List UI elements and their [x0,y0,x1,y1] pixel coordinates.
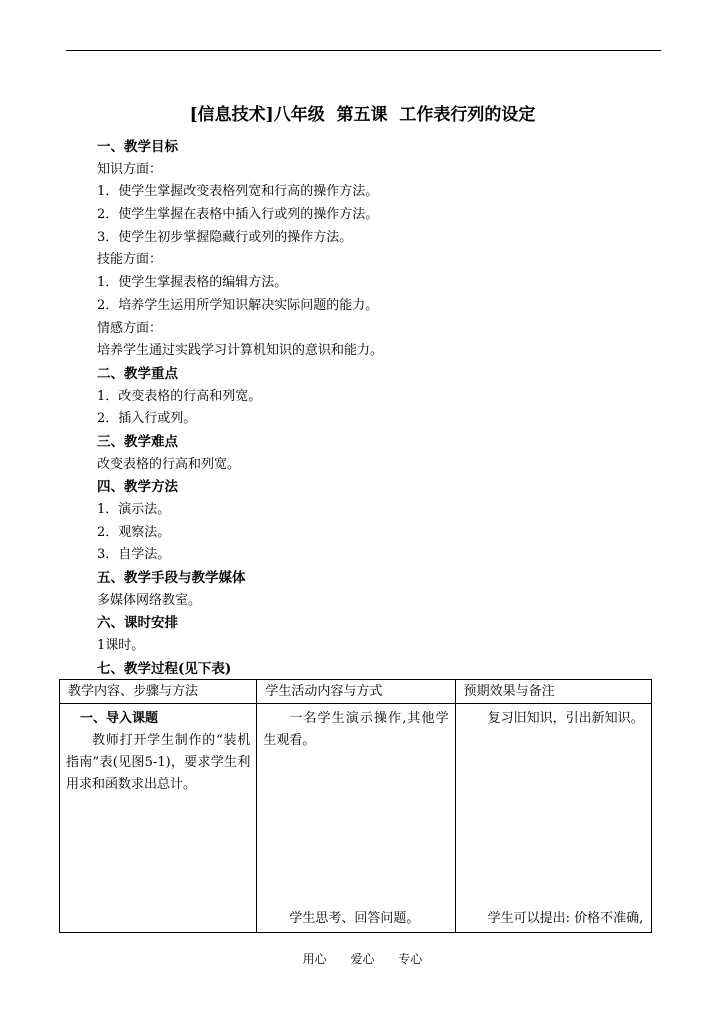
table-header-cell: 教学内容、步骤与方法 [60,680,257,704]
document-title: [信息技术]八年级 第五课 工作表行列的设定 [189,105,536,125]
body-line: 3．自学法。 [97,547,171,563]
table-header-row [60,680,652,704]
teaching-process-table [59,679,652,933]
body-line: 技能方面： [97,252,163,268]
cell-text: 复习旧知识，引出新知识。 [487,711,644,726]
table-cell-student-activity [257,704,455,933]
body-line: 培养学生通过实践学习计算机知识的意识和能力。 [97,343,384,359]
body-line: 1．使学生掌握表格的编辑方法。 [97,275,288,291]
section-heading: 三、教学难点 [97,433,178,450]
section-heading: 四、教学方法 [97,479,178,496]
body-line: 情感方面： [97,320,163,336]
body-line: 2．培养学生运用所学知识解决实际问题的能力。 [97,297,379,313]
body-line: 3．使学生初步掌握隐藏行或列的操作方法。 [97,229,353,245]
section-heading: 六、课时安排 [97,615,178,632]
body-line: 1课时。 [97,638,145,654]
body-line: 2．使学生掌握在表格中插入行或列的操作方法。 [97,207,379,223]
body-line: 多媒体网络教室。 [97,592,202,608]
section-heading: 五、教学手段与教学媒体 [97,570,246,587]
table-cell-teaching-content [60,704,257,933]
cell-bottom-text: 学生思考、回答问题。 [289,911,420,926]
section-heading: 二、教学重点 [97,365,178,382]
table-header-cell: 预期效果与备注 [455,680,651,704]
body-line: 改变表格的行高和列宽。 [97,456,241,472]
section-heading: 七、教学过程(见下表) [97,660,232,677]
table-header-cell: 学生活动内容与方式 [257,680,455,704]
cell-bottom-text: 学生可以提出: 价格不准确, [487,911,644,926]
body-line: 1．改变表格的行高和列宽。 [97,388,262,404]
page-footer: 用心 爱心 专心 [302,952,423,966]
header-rule [66,50,661,51]
body-line: 知识方面： [97,161,163,177]
body-line: 2．插入行或列。 [97,411,197,427]
body-line: 1．使学生掌握改变表格列宽和行高的操作方法。 [97,184,379,200]
body-line: 2．观察法。 [97,524,171,540]
cell-text: 一名学生演示操作,其他学生观看。 [263,711,449,748]
cell-text: 教师打开学生制作的“装机指南”表(见图5-1)，要求学生利用求和函数求出总计。 [66,733,251,792]
body-line: 1．演示法。 [97,502,171,517]
table-row [60,704,652,933]
lesson-plan-body [97,136,657,681]
table-cell-expected-effect [455,704,651,933]
cell-heading: 一、导入课题 [80,711,159,726]
section-heading: 一、教学目标 [97,139,178,155]
